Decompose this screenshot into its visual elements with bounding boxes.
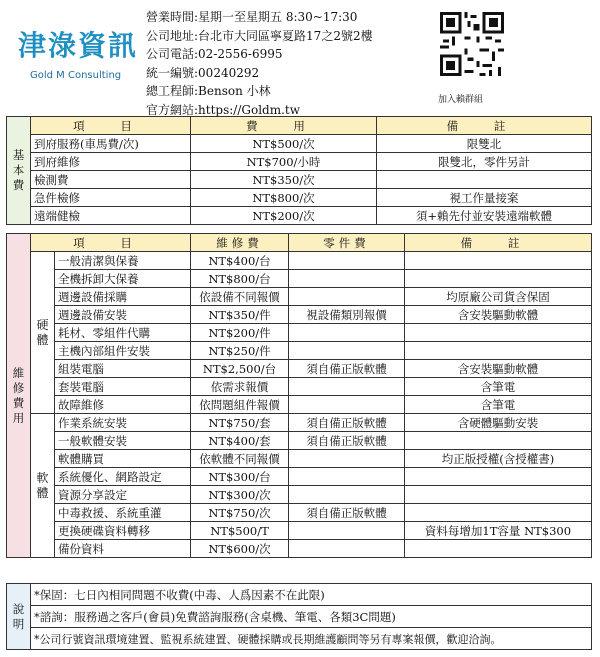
table-row: 系統優化、網路設定 NT$300/台 — [7, 468, 592, 486]
table-row: 備份資料 NT$600/次 — [7, 540, 592, 558]
header-fee: 費 用 — [191, 117, 377, 135]
table-row: 檢測費 NT$350/次 — [7, 171, 592, 189]
table-row: 週邊設備安裝 NT$350/件 視設備類別報價 含安裝驅動軟體 — [7, 306, 592, 324]
basic-fee-section-label: 基 本 費 — [7, 117, 31, 225]
table-row: 中毒救援、系統重灌 NT$750/次 須自備正版軟體 — [7, 504, 592, 522]
tax-id: 統一編號:00240292 — [146, 65, 260, 80]
basic-fee-table — [6, 116, 592, 225]
table-row: 週邊設備採購 依設備不同報價 均原廠公司貨含保固 — [7, 288, 592, 306]
company-info — [146, 8, 373, 119]
table-row: 全機拆卸大保養 NT$800/台 — [7, 270, 592, 288]
header-note: 備 註 — [377, 117, 592, 135]
table-row: 遠端健檢 NT$200/次 須+賴先付並安裝遠端軟體 — [7, 207, 592, 225]
hardware-label: 硬 體 — [31, 252, 55, 414]
business-hours: 營業時間:星期一至星期五 8:30~17:30 — [146, 10, 358, 24]
note-row — [7, 628, 592, 650]
table-row: 軟 體 作業系統安裝 NT$750/套 須自備正版軟體 含硬體驅動安裝 — [7, 414, 592, 432]
website[interactable]: 官方網站:https://Goldm.tw — [146, 102, 301, 117]
logo-english-text: Gold M Consulting — [30, 70, 122, 81]
table-row: 更換硬碟資料轉移 NT$500/T 資料每增加1T容量 NT$300 — [7, 522, 592, 540]
software-label: 軟 體 — [31, 414, 55, 558]
table-row: 組裝電腦 NT$2,500/台 須自備正版軟體 含安裝驅動軟體 — [7, 360, 592, 378]
note-row — [7, 606, 592, 628]
note-warranty: *保固：七日內相同問題不收費(中毒、人爲因素不在此限) — [31, 584, 592, 606]
table-row: 一般軟體安裝 NT$400/套 須自備正版軟體 — [7, 432, 592, 450]
notes-section-label: 說 明 — [7, 584, 31, 650]
table-row: 資源分享設定 NT$300/次 — [7, 486, 592, 504]
repair-fee-table — [6, 233, 592, 558]
table-row: 套裝電腦 依需求報價 含筆電 — [7, 378, 592, 396]
table-row: 急件檢修 NT$800/次 視工作量接案 — [7, 189, 592, 207]
header-repair-fee: 維修費 — [191, 234, 289, 252]
company-logo — [18, 24, 139, 81]
repair-fee-section-label: 維 修 費 用 — [7, 234, 31, 558]
note-row — [7, 584, 592, 606]
basic-fee-header — [7, 117, 592, 135]
header-item: 項 目 — [31, 234, 191, 252]
table-row: 故障維修 依問題組件報價 含筆電 — [7, 396, 592, 414]
table-row: 到府服務(車馬費/次) NT$500/次 限雙北 — [7, 135, 592, 153]
company-phone: 公司電話:02-2556-6995 — [146, 47, 283, 61]
header — [0, 0, 600, 117]
header-note: 備 註 — [405, 234, 592, 252]
company-address: 公司地址:台北市大同區寧夏路17之2號2樓 — [146, 28, 373, 43]
note-consulting: *諮詢：服務過之客戶(會員)免費諮詢服務(含桌機、筆電、各類3C問題) — [31, 606, 592, 628]
logo-chinese-text: 津淥資訊 — [18, 29, 139, 62]
table-row: 到府維修 NT$700/小時 限雙北，零件另計 — [7, 153, 592, 171]
chief-engineer: 總工程師:Benson 小林 — [146, 84, 271, 98]
table-row: 硬 體 一般清潔與保養 NT$400/台 — [7, 252, 592, 270]
table-row: 軟體購買 依軟體不同報價 均正版授權(含授權書) — [7, 450, 592, 468]
table-row: 耗材、零組件代購 NT$200/件 — [7, 324, 592, 342]
qr-code-icon[interactable] — [440, 12, 504, 76]
notes-table — [6, 583, 592, 650]
note-enterprise: *公司行號資訊環境建置、監視系統建置、硬體採購或長期維護顧問等另有專案報價，歡迎洽詢。 — [31, 628, 592, 650]
header-parts-fee: 零件費 — [289, 234, 405, 252]
header-item: 項 目 — [31, 117, 191, 135]
repair-fee-header — [7, 234, 592, 252]
qr-code-label: 加入賴群組 — [438, 95, 484, 105]
table-row: 主機內部組件安裝 NT$250/件 — [7, 342, 592, 360]
